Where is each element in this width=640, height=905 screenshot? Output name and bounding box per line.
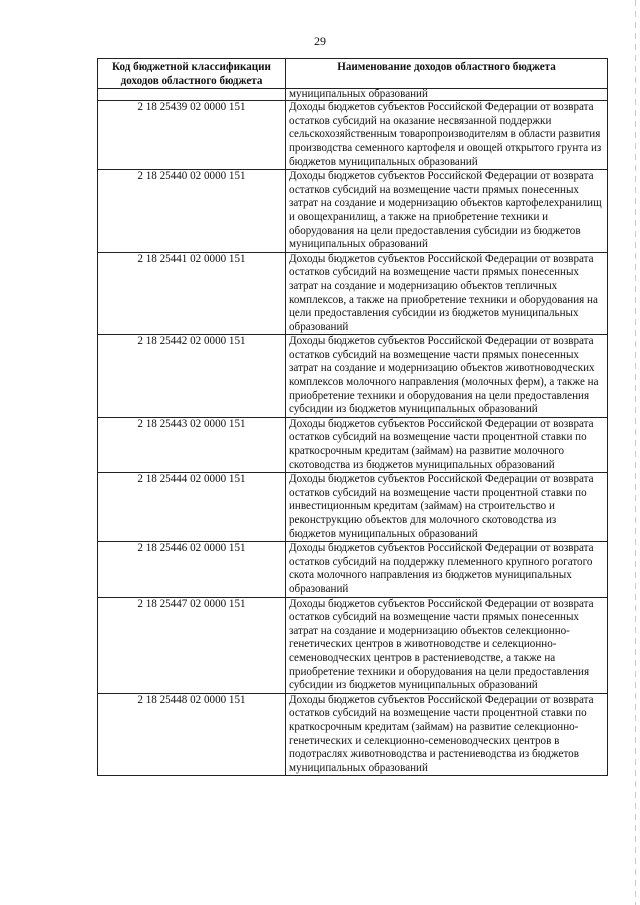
budget-code: 2 18 25448 02 0000 151 (98, 693, 286, 776)
table-header-row (98, 59, 608, 89)
revenue-name: Доходы бюджетов субъектов Российской Федерации от возврата остатков субсидий на оказание несвязанной поддержки сельскохозяйственным товаропроизводителям в области развития производства семенного картофеля и овощей открытого грунта из бюджетов муниципальных образований (286, 101, 608, 170)
scan-edge-artifact (635, 0, 636, 905)
revenue-name: Доходы бюджетов субъектов Российской Федерации от возврата остатков субсидий на возмещение части прямых понесенных затрат на создание и модернизацию объектов картофелехранилищ и овощехранилищ, а также на приобретение техники и оборудования на цели предоставления субсидии из бюджетов муниципальных образований (286, 170, 608, 253)
budget-classification-table (97, 58, 608, 776)
header-name: Наименование доходов областного бюджета (286, 59, 608, 89)
revenue-name: Доходы бюджетов субъектов Российской Федерации от возврата остатков субсидий на возмещение части процентной ставки по краткосрочным кредитам (займам) на развитие селекционно-генетических и селекционно-семеноводческих центров в подотраслях животноводства и растениеводства из бюджетов муниципальных образований (286, 693, 608, 776)
revenue-name: Доходы бюджетов субъектов Российской Федерации от возврата остатков субсидий на возмещение части процентной ставки по инвестиционным кредитам (займам) на строительство и реконструкцию объектов для молочного скотоводства из бюджетов муниципальных образований (286, 473, 608, 542)
table-row (98, 693, 608, 776)
table-row (98, 597, 608, 693)
continuation-row (98, 89, 608, 101)
budget-code: 2 18 25440 02 0000 151 (98, 170, 286, 253)
revenue-name: Доходы бюджетов субъектов Российской Федерации от возврата остатков субсидий на возмещение части прямых понесенных затрат на создание и модернизацию объектов животноводческих комплексов молочного направления (молочных ферм), а также на приобретение техники и оборудования на цели предоставления субсидии из бюджетов муниципальных образований (286, 335, 608, 418)
table-row (98, 335, 608, 418)
table-row (98, 170, 608, 253)
table-row (98, 417, 608, 472)
page-number: 29 (314, 34, 326, 48)
revenue-name: Доходы бюджетов субъектов Российской Федерации от возврата остатков субсидий на возмещение части процентной ставки по краткосрочным кредитам (займам) на развитие молочного скотоводства из бюджетов муниципальных образований (286, 417, 608, 472)
budget-code: 2 18 25441 02 0000 151 (98, 252, 286, 335)
continuation-code (98, 89, 286, 101)
budget-code: 2 18 25447 02 0000 151 (98, 597, 286, 693)
revenue-name: Доходы бюджетов субъектов Российской Федерации от возврата остатков субсидий на возмещение части прямых понесенных затрат на создание и модернизацию объектов тепличных комплексов, а также на приобретение техники и оборудования на цели предоставления субсидии из бюджетов муниципальных образований (286, 252, 608, 335)
header-code: Код бюджетной классификации доходов областного бюджета (98, 59, 286, 89)
table-row (98, 101, 608, 170)
table-row (98, 542, 608, 597)
budget-code: 2 18 25444 02 0000 151 (98, 473, 286, 542)
budget-code: 2 18 25443 02 0000 151 (98, 417, 286, 472)
continuation-name: муниципальных образований (286, 89, 608, 101)
budget-code: 2 18 25446 02 0000 151 (98, 542, 286, 597)
budget-code: 2 18 25442 02 0000 151 (98, 335, 286, 418)
table-row (98, 252, 608, 335)
revenue-name: Доходы бюджетов субъектов Российской Федерации от возврата остатков субсидий на возмещение части прямых понесенных затрат на создание и модернизацию объектов селекционно-генетических центров в животноводстве и селекционно-семеноводческих центров в растениеводстве, а также на приобретение техники и оборудования на цели предоставления субсидии из бюджетов муниципальных образований (286, 597, 608, 693)
table-row (98, 473, 608, 542)
revenue-name: Доходы бюджетов субъектов Российской Федерации от возврата остатков субсидий на поддержку племенного крупного рогатого скота молочного направления из бюджетов муниципальных образований (286, 542, 608, 597)
budget-code: 2 18 25439 02 0000 151 (98, 101, 286, 170)
